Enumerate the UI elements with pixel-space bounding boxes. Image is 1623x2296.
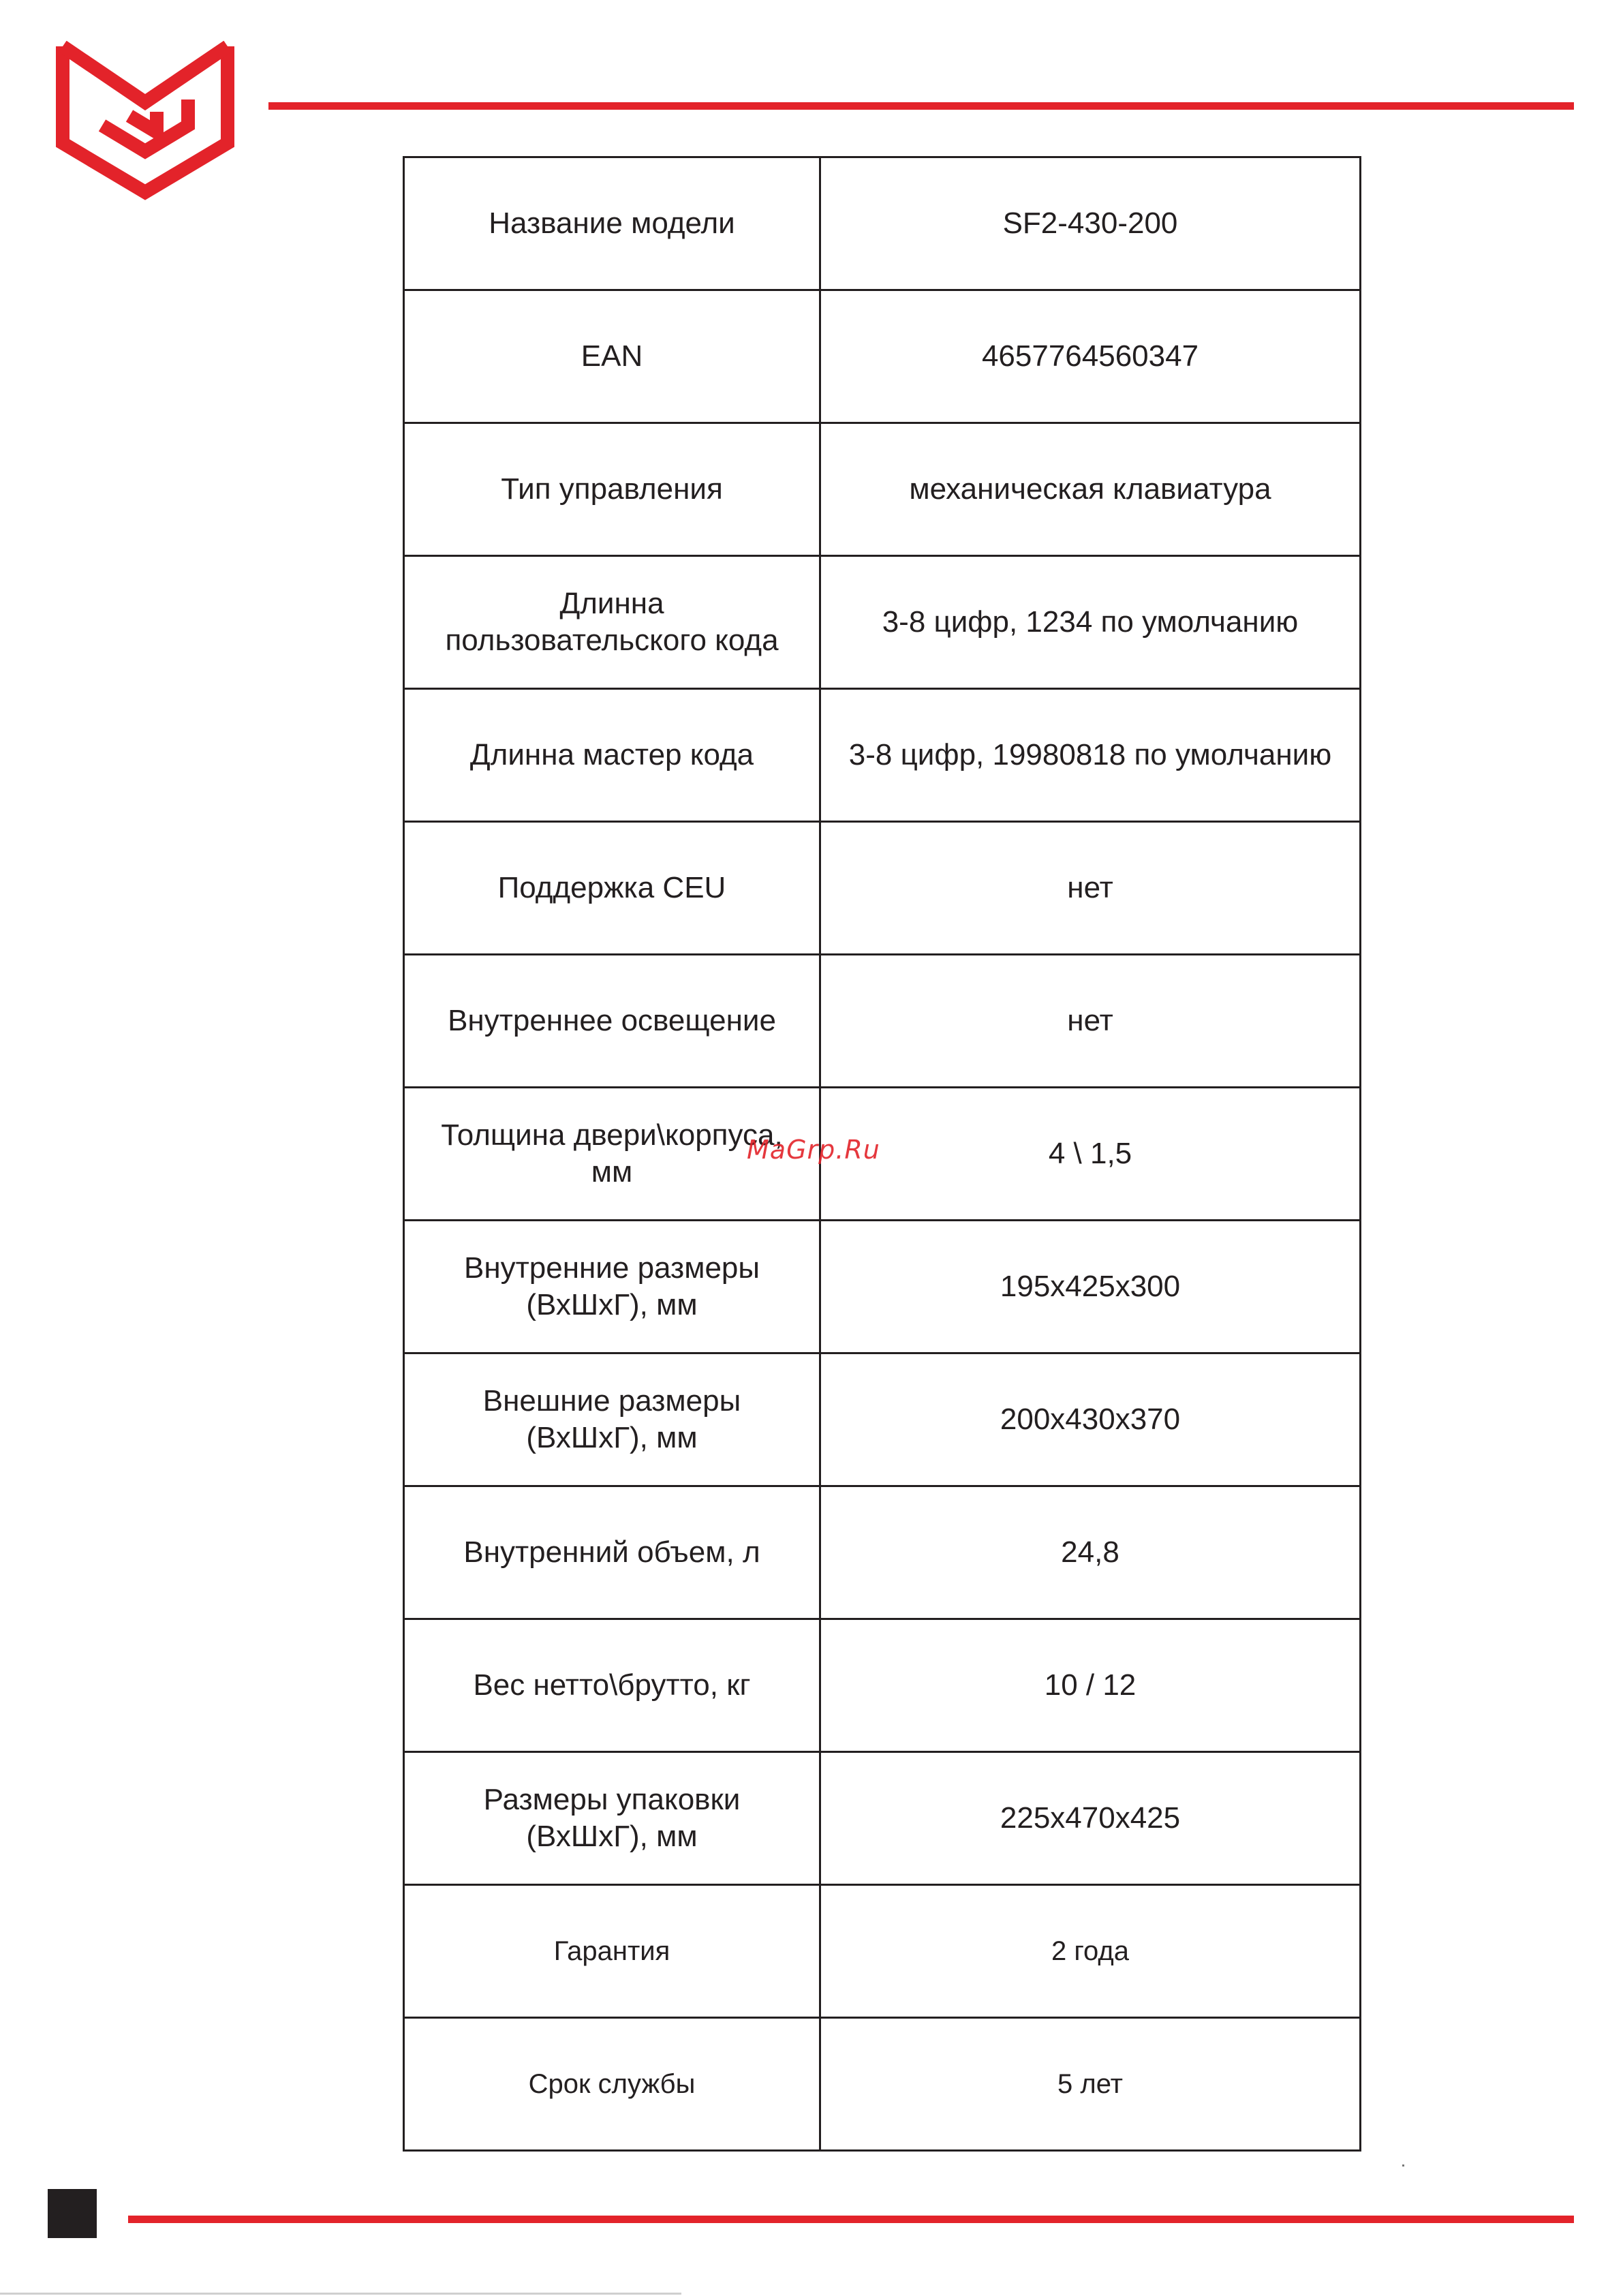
spec-label: Тип управления (404, 423, 820, 556)
spec-value: 24,8 (820, 1486, 1361, 1619)
spec-value: 225x470x425 (820, 1752, 1361, 1885)
table-row (404, 822, 1361, 955)
spec-label: Внешние размеры (ВхШхГ), мм (404, 1353, 820, 1486)
spec-value: 4 \ 1,5 (820, 1088, 1361, 1221)
spec-label: Размеры упаковки (ВхШхГ), мм (404, 1752, 820, 1885)
spec-value: 3-8 цифр, 1234 по умолчанию (820, 556, 1361, 689)
spec-label: Толщина двери\корпуса, мм (404, 1088, 820, 1221)
table-row (404, 290, 1361, 423)
table-row (404, 1619, 1361, 1752)
table-row (404, 157, 1361, 290)
spec-label: Название модели (404, 157, 820, 290)
spec-table (403, 156, 1361, 2152)
spec-value: механическая клавиатура (820, 423, 1361, 556)
spec-value: 5 лет (820, 2018, 1361, 2151)
scan-edge (0, 2293, 681, 2295)
spec-label: Внутренние размеры (ВхШхГ), мм (404, 1221, 820, 1353)
spec-value: 200x430x370 (820, 1353, 1361, 1486)
spec-label: Поддержка CEU (404, 822, 820, 955)
table-row (404, 2018, 1361, 2151)
table-row (404, 1885, 1361, 2018)
spec-label: Вес нетто\брутто, кг (404, 1619, 820, 1752)
spec-label: EAN (404, 290, 820, 423)
shield-logo-icon (55, 41, 236, 200)
spec-value: 10 / 12 (820, 1619, 1361, 1752)
spec-value: 4657764560347 (820, 290, 1361, 423)
spec-label: Длинна пользовательского кода (404, 556, 820, 689)
scan-speck (1402, 2164, 1404, 2167)
spec-label: Гарантия (404, 1885, 820, 2018)
spec-value: 3-8 цифр, 19980818 по умолчанию (820, 689, 1361, 822)
page-marker (48, 2189, 97, 2238)
table-row (404, 1353, 1361, 1486)
spec-value: SF2-430-200 (820, 157, 1361, 290)
table-row (404, 955, 1361, 1088)
spec-value: нет (820, 955, 1361, 1088)
spec-label: Внутренний объем, л (404, 1486, 820, 1619)
spec-label: Срок службы (404, 2018, 820, 2151)
spec-value: нет (820, 822, 1361, 955)
table-row (404, 689, 1361, 822)
spec-value: 195x425x300 (820, 1221, 1361, 1353)
watermark: MaGrp.Ru (747, 1135, 880, 1165)
table-row (404, 1088, 1361, 1221)
spec-label: Внутреннее освещение (404, 955, 820, 1088)
footer-rule (128, 2216, 1574, 2223)
spec-label: Длинна мастер кода (404, 689, 820, 822)
table-row (404, 423, 1361, 556)
table-row (404, 1752, 1361, 1885)
table-row (404, 556, 1361, 689)
spec-value: 2 года (820, 1885, 1361, 2018)
header-rule (268, 102, 1574, 110)
table-row (404, 1221, 1361, 1353)
table-row (404, 1486, 1361, 1619)
